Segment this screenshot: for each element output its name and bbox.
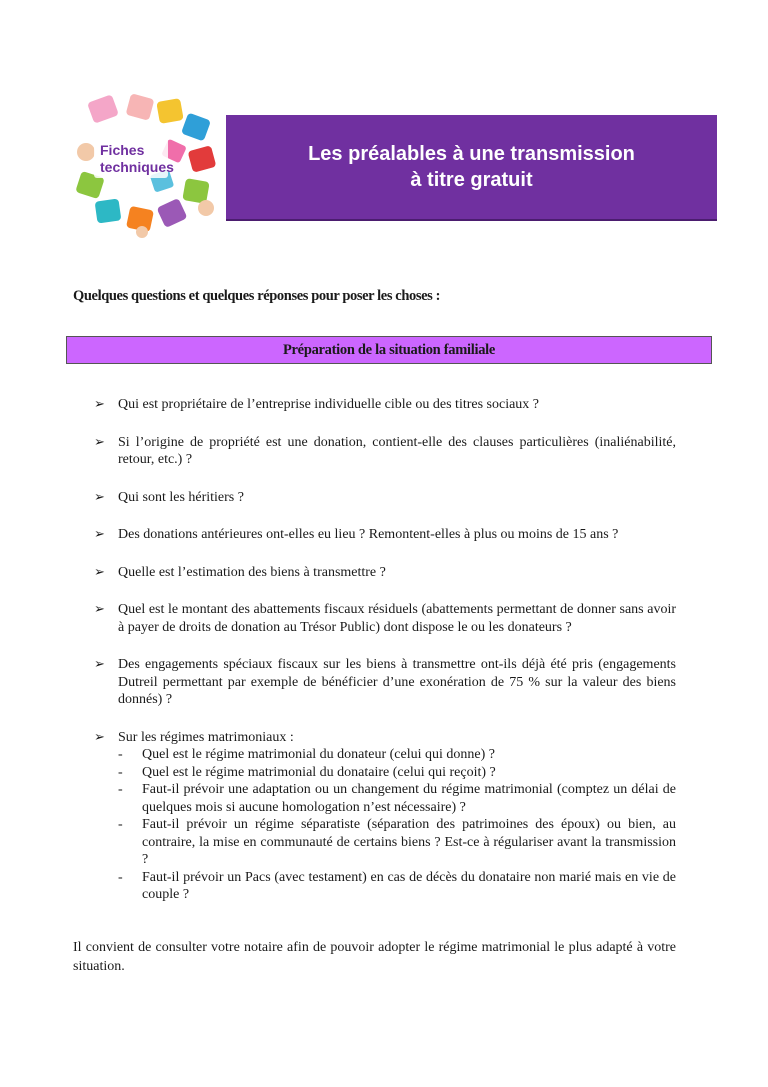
fiches-techniques-logo xyxy=(72,90,222,240)
intro-heading: Quelques questions et quelques réponses pour poser les choses : xyxy=(73,288,441,304)
arrow-bullet-icon: ➢ xyxy=(94,564,105,580)
title-banner xyxy=(226,115,717,221)
arrow-bullet-icon: ➢ xyxy=(94,602,105,617)
list-item: ➢ Si l’origine de propriété est une donation, contient-elle des clauses particulières (inaliénabilité, retour, etc.) ? xyxy=(94,434,676,467)
title-line-1: Les préalables à une transmission xyxy=(308,143,635,165)
question-list xyxy=(94,396,676,904)
dash-bullet: - xyxy=(118,764,123,780)
arrow-bullet-icon: ➢ xyxy=(94,489,105,505)
dash-bullet: - xyxy=(118,747,123,762)
arrow-bullet-icon: ➢ xyxy=(94,397,105,412)
list-item: ➢ Sur les régimes matrimoniaux : xyxy=(94,729,294,745)
list-item: ➢ Quelle est l’estimation des biens à transmettre ? xyxy=(94,564,386,580)
conclusion-paragraph: Il convient de consulter votre notaire afin de pouvoir adopter le régime matrimonial le plus adapté à votre situation. xyxy=(73,940,676,974)
list-item: ➢ Quel est le montant des abattements fiscaux résiduels (abattements permettant de donner sans avoir à payer de droits de donation au Trésor Public) dont dispose le ou les donateurs ? xyxy=(94,602,676,635)
arrow-bullet-icon: ➢ xyxy=(94,657,105,672)
dash-bullet: - xyxy=(118,782,123,797)
sub-list-item: - Quel est le régime matrimonial du donataire (celui qui reçoit) ? xyxy=(118,764,496,780)
title-line-2: à titre gratuit xyxy=(410,169,533,191)
sub-list-item: - Quel est le régime matrimonial du donateur (celui qui donne) ? xyxy=(118,747,495,762)
sub-list-item: - Faut-il prévoir une adaptation ou un changement du régime matrimonial (comptez un délai de quelques mois si aucune homologation n’est nécessaire) ? xyxy=(118,782,676,815)
dash-bullet: - xyxy=(118,817,123,832)
arrow-bullet-icon: ➢ xyxy=(94,729,105,745)
list-item: ➢ Des donations antérieures ont-elles eu lieu ? Remontent-elles à plus ou moins de 15 ans ? xyxy=(94,527,619,542)
sub-list xyxy=(94,746,676,904)
section-heading: Préparation de la situation familiale xyxy=(66,336,712,364)
arrow-bullet-icon: ➢ xyxy=(94,527,105,542)
list-item: ➢ Qui est propriétaire de l’entreprise individuelle cible ou des titres sociaux ? xyxy=(94,397,540,412)
sub-list-item: - Faut-il prévoir un régime séparatiste (séparation des patrimoines des époux) ou bien, au contraire, la mise en communauté de certains biens ? Est-ce à régulariser avant la transmission ? xyxy=(118,817,676,867)
arrow-bullet-icon: ➢ xyxy=(94,434,105,450)
logo-text-line2: techniques xyxy=(100,159,174,175)
list-item: ➢ Qui sont les héritiers ? xyxy=(94,489,244,505)
list-item: ➢ Des engagements spéciaux fiscaux sur les biens à transmettre ont-ils déjà été pris (engagements Dutreil permettant par exemple de bénéficier d’une exonération de 75 % sur la valeur des biens donnés) ? xyxy=(94,657,676,707)
sub-list-item: - Faut-il prévoir un Pacs (avec testament) en cas de décès du donataire non marié mais en vie de couple ? xyxy=(118,869,676,902)
dash-bullet: - xyxy=(118,869,123,885)
logo-text-line1: Fiches xyxy=(100,142,145,158)
